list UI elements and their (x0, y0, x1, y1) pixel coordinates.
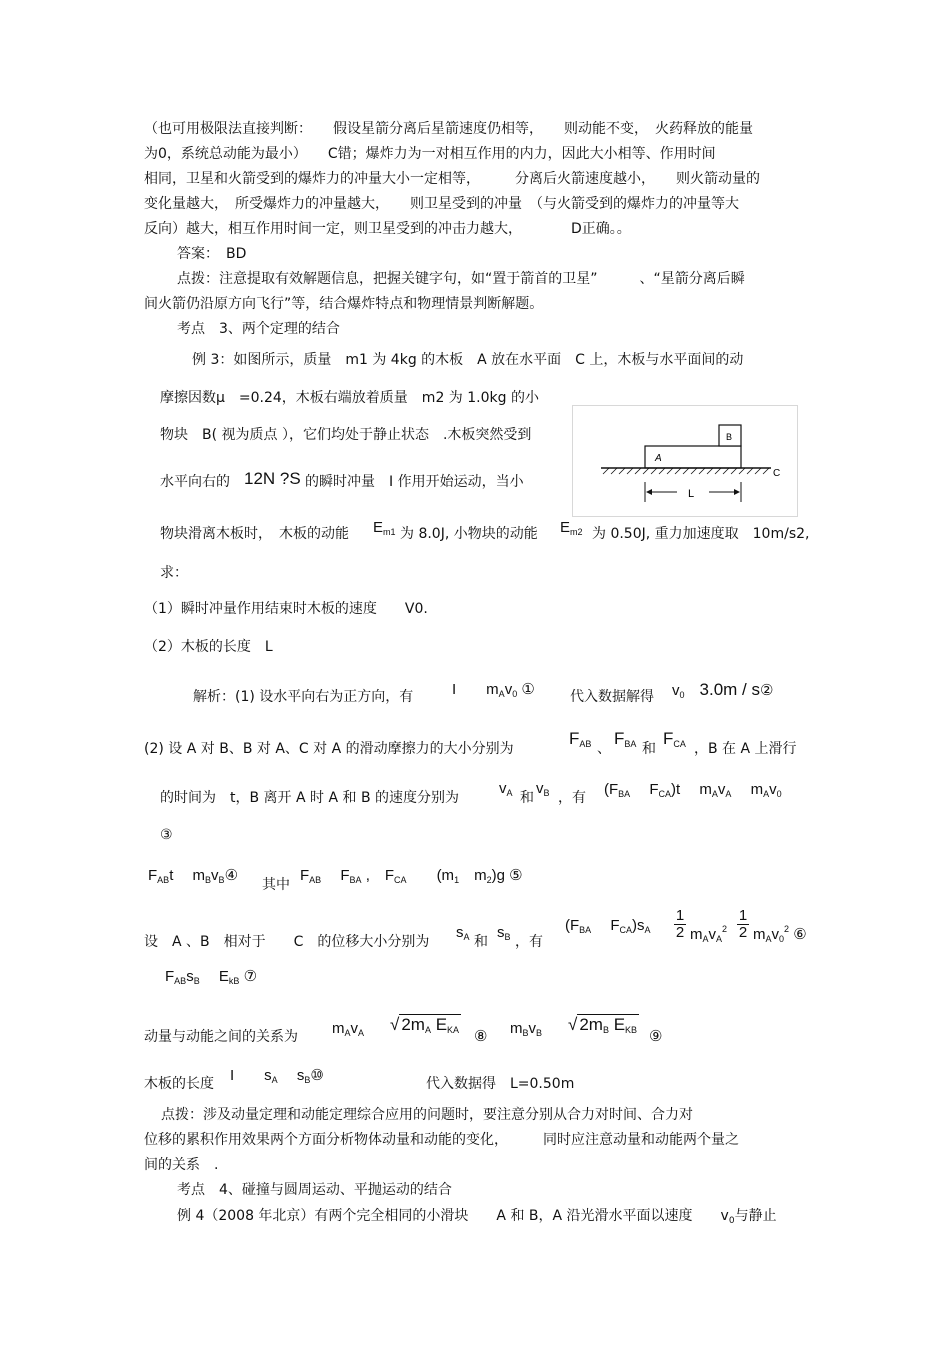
solution-line: 代入数据解得 (570, 689, 654, 705)
example-line: 为 0.50J, 重力加速度取 10m/s2, (592, 526, 810, 542)
question-2: （2）木板的长度 L (144, 639, 273, 655)
solution-line: 和 (642, 741, 656, 757)
formula-ek1: $E_{m1}$ (373, 519, 396, 537)
tip-line: 点拨：注意提取有效解题信息，把握关键字句，如“置于箭首的卫星” 、“星箭分离后瞬 (177, 271, 745, 287)
section-heading: 考点 3、两个定理的结合 (177, 321, 340, 337)
solution-line: 和 (474, 934, 488, 950)
example-line: 为 8.0J, 小物块的动能 (400, 526, 538, 542)
formula-10: I $s_A$ $s_B⑩$ (230, 1067, 324, 1085)
formula-1: I $m_Av_0$ ① (452, 681, 535, 699)
tip-line: 间火箭仍沿原方向飞行”等，结合爆炸特点和物理情景判断解题。 (144, 296, 544, 312)
formula-sa: $s_A$ (456, 924, 470, 942)
solution-line: ，有 (515, 934, 543, 950)
solution-line: (2) 设 A 对 B、B 对 A、C 对 A 的滑动摩擦力的大小分别为 (144, 741, 514, 757)
para-line: 变化量越大， 所受爆炸力的冲量越大， 则卫星受到的冲量 （与火箭受到的爆炸力的冲量等大 (144, 196, 739, 212)
solution-line: 木板的长度 (144, 1076, 214, 1092)
formula-ek2: $E_{m2}$ (560, 519, 583, 537)
formula-9-sqrt: √ $2m_B$ $E_{KB}$ (568, 1015, 638, 1035)
formula-number: ③ (160, 827, 173, 843)
solution-line: 动量与动能之间的关系为 (144, 1029, 298, 1045)
formula-8-left: $m_Av_A$ (332, 1020, 365, 1038)
example-line: 物块滑离木板时， 木板的动能 (160, 526, 349, 542)
formula-fba: $F_{BA}$ (614, 729, 637, 749)
para-line: 反向）越大，相互作用时间一定，则卫星受到的冲击力越大， D正确。。 (144, 221, 631, 237)
board-diagram (572, 405, 798, 517)
formula-8-sqrt: √ $2m_A$ $E_{KA}$ (390, 1015, 460, 1035)
arrowhead-right (734, 489, 740, 495)
tip-line: 间的关系 . (144, 1157, 219, 1173)
tip-line: 位移的累积作用效果两个方面分析物体动量和动能的变化， 同时应注意动量和动能两个量之 (144, 1132, 739, 1148)
example-line: 物块 B( 视为质点 ），它们均处于静止状态 .木板突然受到 (160, 427, 532, 443)
solution-line: ，有 (558, 790, 586, 806)
example-line: 水平向右的 (160, 474, 230, 490)
example-line: 求： (160, 565, 188, 581)
solution-line: 、 (597, 741, 611, 757)
label-b: B (726, 432, 733, 442)
example-4-text: 例 4（2008 年北京）有两个完全相同的小滑块 A 和 B，A 沿光滑水平面以速度 v (177, 1208, 729, 1224)
formula-4: $F_{AB}t$ $m_Bv_B④$ (148, 867, 239, 885)
formula-6-left: ($F_{BA}$ $F_{CA})s_A$ (565, 917, 651, 935)
formula-7: $F_{AB}s_B$ $E_{kB}$ ⑦ (165, 968, 258, 986)
example-4-tail: 与静止 (734, 1208, 777, 1224)
formula-va: $v_A$ (499, 780, 513, 798)
formula-5: $F_{AB}$ $F_{BA}$ , $F_{CA}$ ($m_1$ $m_2)g$ ⑤ (300, 867, 523, 885)
para-line: 相同，卫星和火箭受到的爆炸力的冲量大小一定相等， 分离后火箭速度越小， 则火箭动量的 (144, 171, 760, 187)
label-a: A (655, 453, 662, 464)
solution-line: ，B 在 A 上滑行 (694, 741, 797, 757)
arrowhead-left (646, 489, 652, 495)
formula-fab: $F_{AB}$ (569, 729, 592, 749)
example-line: 的瞬时冲量 I 作用开始运动，当小 (305, 474, 524, 490)
solution-line: 解析：(1) 设水平向右为正方向，有 (193, 689, 414, 705)
label-l: L (688, 488, 695, 500)
formula-fca: $F_{CA}$ (663, 729, 686, 749)
solution-line: 代入数据得 L=0.50m (426, 1076, 575, 1092)
board-diagram-svg (573, 406, 797, 516)
subscript-0: 0 (728, 1216, 735, 1226)
formula-6-mid: $m_Av_A^2$ (690, 924, 728, 944)
question-1: （1）瞬时冲量作用结束时木板的速度 V0. (144, 601, 428, 617)
solution-line: 的时间为 t，B 离开 A 时 A 和 B 的速度分别为 (160, 790, 460, 806)
formula-vb: $v_B$ (536, 780, 550, 798)
example-line (177, 1207, 777, 1230)
tip-line: 点拨：涉及动量定理和动能定理综合应用的问题时，要注意分别从合力对时间、合力对 (161, 1107, 693, 1123)
para-line: 为0，系统总动能为最小） C错；爆炸力为一对相互作用的内力，因此大小相等、作用时间 (144, 146, 716, 162)
answer: 答案： BD (177, 246, 247, 262)
fraction-half: $\frac{1}{2}$ (675, 907, 685, 941)
fraction-half: $\frac{1}{2}$ (738, 907, 748, 941)
formula-6-right: $m_Av_0^2$ ⑥ (753, 924, 807, 944)
formula-number: ⑨ (649, 1028, 663, 1045)
solution-line: 和 (520, 790, 534, 806)
example-line: 例 3：如图所示，质量 m1 为 4kg 的木板 A 放在水平面 C 上，木板与水平面间的动 (192, 352, 744, 368)
formula-3: ($F_{BA}$ $F_{CA})t$ $m_Av_A$ $m_Av_0$ (604, 781, 782, 799)
label-c: C (773, 468, 781, 479)
impulse-value: 12N ?S (244, 469, 301, 488)
formula-number: ⑧ (474, 1028, 488, 1045)
example-line: 摩擦因数μ =0.24，木板右端放着质量 m2 为 1.0kg 的小 (160, 390, 539, 406)
section-heading: 考点 4、碰撞与圆周运动、平抛运动的结合 (177, 1182, 452, 1198)
solution-line: 其中 (262, 877, 290, 893)
formula-2: $v_0$ 3.0m / s② (672, 680, 774, 700)
ground-hatch (603, 468, 769, 474)
para-line: （也可用极限法直接判断： 假设星箭分离后星箭速度仍相等， 则动能不变， 火药释放的能量 (144, 121, 753, 137)
solution-line: 设 A 、B 相对于 C 的位移大小分别为 (144, 934, 430, 950)
formula-9-left: $m_Bv_B$ (510, 1020, 543, 1038)
formula-sb: $s_B$ (497, 924, 511, 942)
